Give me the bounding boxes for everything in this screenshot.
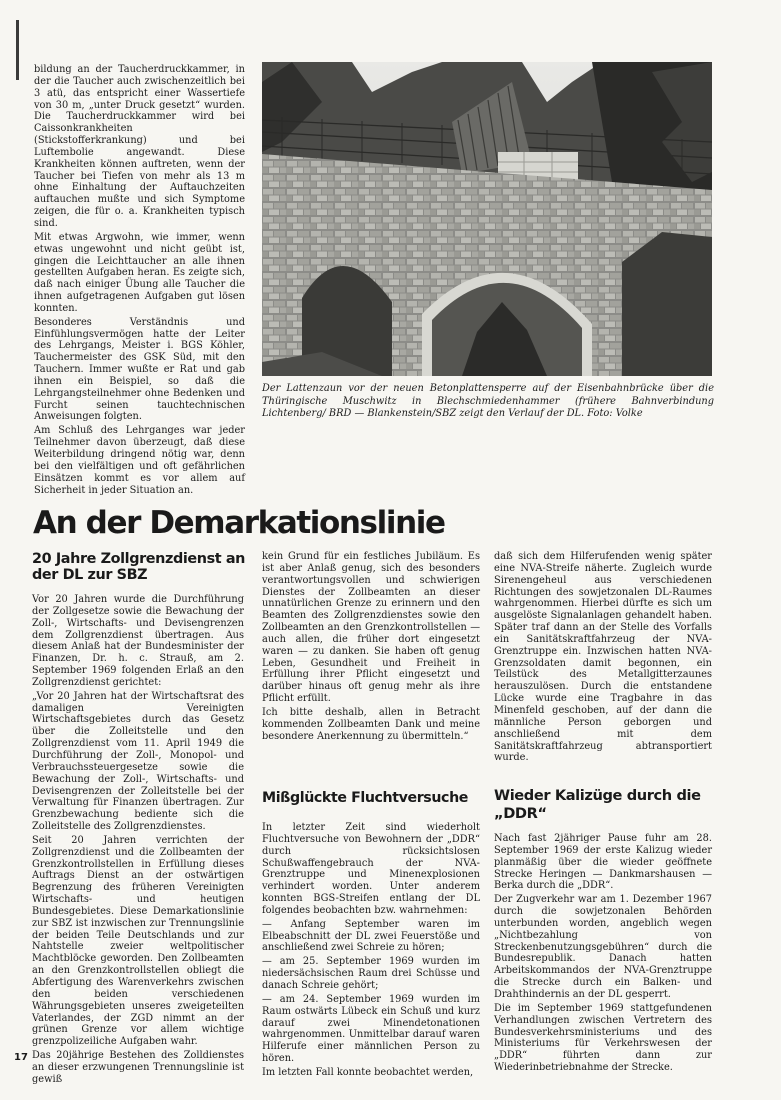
top-article-column <box>34 64 245 498</box>
article2-paragraph: In letzter Zeit sind wiederholt Fluchtversuche von Bewohnern der „DDR“ durch rücksichtslosen Schußwaffengebrauch der NVA-Grenztruppe und Minenexplosionen verhindert worden. Unter anderem konnten BGS-Streifen entlang der DL folgendes beobachten bzw. wahrnehmen: <box>262 822 480 916</box>
article1-title: 20 Jahre Zollgrenzdienst an der DL zur SBZ <box>32 551 246 583</box>
article1-continuation-paragraph: kein Grund für ein festliches Jubiläum. Es ist aber Anlaß genug, sich des besonders verantwortungsvollen und schwierigen Dienstes der Zollbeamten an dieser unnatürlichen Grenze zu erinnern und den Beamten des Zollgrenzdienstes sowie den Zollbeamten an den Grenzkontrollstellen — auch allen, die früher dort eingesetzt waren — zu danken. Sie haben oft genug Leben, Gesundheit und Freiheit in Erfüllung ihrer Pflicht eingesetzt und darüber hinaus oft genug mehr als ihre Pflicht erfüllt. <box>262 551 480 705</box>
page-number: 17 <box>14 1052 28 1063</box>
top-paragraph: Mit etwas Argwohn, wie immer, wenn etwas ungewohnt und nicht geübt ist, gingen die Leichttaucher an alle ihnen gestellten Aufgaben heran. Es zeigte sich, daß nach einiger Übung alle Taucher die ihnen aufgetragenen Aufgaben gut lösen konnten. <box>34 231 245 314</box>
article1-paragraph: „Vor 20 Jahren hat der Wirtschaftsrat des damaligen Vereinigten Wirtschaftsgebietes durch das Gesetz über die Zolleitstelle und den Zollgrenzdienst vom 11. April 1949 die Durchführung der Zoll-, Monopol- und Verbrauchssteuergesetze sowie die Bewachung der Zoll-, Wirtschafts- und Devisengrenzen der Zolleitstelle bei der Verwaltung für Finanzen übertragen. Zur Grenzbewachung bediente sich die Zolleitstelle des Zollgrenzdienstes. <box>32 690 244 833</box>
article1-continuation <box>262 551 480 745</box>
bridge-photo <box>262 62 712 376</box>
article2-paragraph: — am 25. September 1969 wurden im niedersächsischen Raum drei Schüsse und danach Schreie gehört; <box>262 956 480 991</box>
article1-continuation-paragraph: Ich bitte deshalb, allen in Betracht kommenden Zollbeamten Dank und meine besondere Anerkennung zu übermitteln.“ <box>262 706 480 742</box>
section-headline: An der Demarkationslinie <box>33 505 445 541</box>
article1-paragraph: Vor 20 Jahren wurde die Durchführung der Zollgesetze sowie die Bewachung der Zoll-, Wirtschafts- und Devisengrenzen dem Zollgrenzdienst übertragen. Aus diesem Anlaß hat der Bundesminister der Finanzen, Dr. h. c. Strauß, am 2. September 1969 folgenden Erlaß an den Zollgrenzdienst gerichtet: <box>32 594 244 688</box>
article2-paragraph: — am 24. September 1969 wurden im Raum ostwärts Lübeck ein Schuß und kurz darauf zwei Minendetonationen wahrgenommen. Unmittelbar darauf waren Hilferufe einer männlichen Person zu hören. <box>262 993 480 1065</box>
article2-title: Mißglückte Fluchtversuche <box>262 790 468 806</box>
article1-column <box>32 594 244 1088</box>
article2-continuation <box>494 551 712 766</box>
top-paragraph: bildung an der Taucherdruckkammer, in der die Taucher auch zwischenzeitlich bei 3 atü, das entspricht einer Wassertiefe von 30 m, „unter Druck gesetzt“ wurden. Die Taucherdruckkammer wird bei Caissonkrankheiten (Stickstofferkrankung) und bei Luftembolie angewandt. Diese Krankheiten können auftreten, wenn der Taucher bei Tiefen von mehr als 13 m ohne Einhaltung der Auftauchzeiten auftauchen mußte und sich Symptome zeigen, die für o. a. Krankheiten typisch sind. <box>34 64 245 229</box>
article2-paragraph: Im letzten Fall konnte beobachtet werden, <box>262 1066 474 1078</box>
article3-column <box>494 833 712 1076</box>
article2-paragraph: — Anfang September waren im Elbeabschnitt der DL zwei Feuerstöße und anschließend zwei Schreie zu hören; <box>262 918 480 954</box>
article2-continuation-paragraph: daß sich dem Hilferufenden wenig später eine NVA-Streife näherte. Zugleich wurde Sirenengeheul aus verschiedenen Richtungen des sowjetzonalen DL-Raumes wahrgenommen. Hierbei dürfte es sich um ausgelöste Signalanlagen gehandelt haben. Später traf dann an der Stelle des Vorfalls ein Sanitätskraftfahrzeug der NVA-Grenztruppe ein. Inzwischen hatten NVA-Grenzsoldaten damit begonnen, ein Teilstück des Metallgitterzaunes herauszulösen. Durch die entstandene Lücke wurde eine Tragbahre in das Minenfeld geschoben, auf der dann die männliche Person geborgen und anschließend mit dem Sanitätskraftfahrzeug abtransportiert wurde. <box>494 551 712 764</box>
page-binding-mark <box>16 20 19 80</box>
article3-paragraph: Der Zugverkehr war am 1. Dezember 1967 durch die sowjetzonalen Behörden unterbunden worden, angeblich wegen „Nichtbezahlung von Streckenbenutzungsgebühren“ durch die Bundesrepublik. Danach hatten Arbeitskommandos der NVA-Grenztruppe die Strecke durch ein Balken- und Drahthindernis an der DL gesperrt. <box>494 894 712 1000</box>
article3-paragraph: Nach fast 2jähriger Pause fuhr am 28. September 1969 der erste Kalizug wieder planmäßig über die wieder geöffnete Strecke Heringen — Dankmarshausen — Berka durch die „DDR“. <box>494 833 712 892</box>
article3-title: Wieder Kalizüge durch die „DDR“ <box>494 787 701 822</box>
article3-paragraph: Die im September 1969 stattgefundenen Verhandlungen zwischen Vertretern des Bundesverkehrsministeriums und des Ministeriums für Verkehrswesen der „DDR“ führten dann zur Wiederinbetriebnahme der Strecke. <box>494 1002 712 1074</box>
top-paragraph: Am Schluß des Lehrganges war jeder Teilnehmer davon überzeugt, daß diese Weiterbildung dringend nötig war, denn bei den vielfältigen und oft gefährlichen Einsätzen kommt es vor allem auf Sicherheit in jeder Situation an. <box>34 425 245 496</box>
article2-column <box>262 822 480 1081</box>
article1-paragraph: Seit 20 Jahren verrichten der Zollgrenzdienst und die Zollbeamten der Grenzkontrollstellen in Erfüllung dieses Auftrags Dienst an der ostwärtigen Begrenzung des früheren Vereinigten Wirtschafts- und heutigen Bundesgebietes. Diese Demarkationslinie zur SBZ ist inzwischen zur Trennungslinie der beiden Teile Deutschlands und zur Nahtstelle zweier weltpolitischer Machtblöcke geworden. Den Zollbeamten an den Grenzkontrollstellen obliegt die Abfertigung des Warenverkehrs zwischen den beiden verschiedenen Währungsgebieten unseres zweigeteilten Vaterlandes, der ZGD nimmt an der grünen Grenze vor allem wichtige grenzpolizeiliche Aufgaben wahr. <box>32 834 244 1048</box>
photo-caption: Der Lattenzaun vor der neuen Betonplattensperre auf der Eisenbahnbrücke über die Thüringische Muschwitz in Blechschmiedenhammer (frühere Bahnverbindung Lichtenberg/ BRD — Blankenstein/SBZ zeigt den Verlauf der DL. Foto: Volke <box>262 383 714 419</box>
top-paragraph: Besonderes Verständnis und Einfühlungsvermögen hatte der Leiter des Lehrgangs, Meister i. BGS Köhler, Tauchermeister des GSK Süd, mit den Tauchern. Immer wußte er Rat und gab ihnen ein Beispiel, so daß die Lehrgangsteilnehmer ohne Bedenken und Furcht seinen tauchtechnischen Anweisungen folgten. <box>34 316 245 423</box>
article1-paragraph: Das 20jährige Bestehen des Zolldienstes an dieser erzwungenen Trennungslinie ist gewiß <box>32 1050 244 1085</box>
